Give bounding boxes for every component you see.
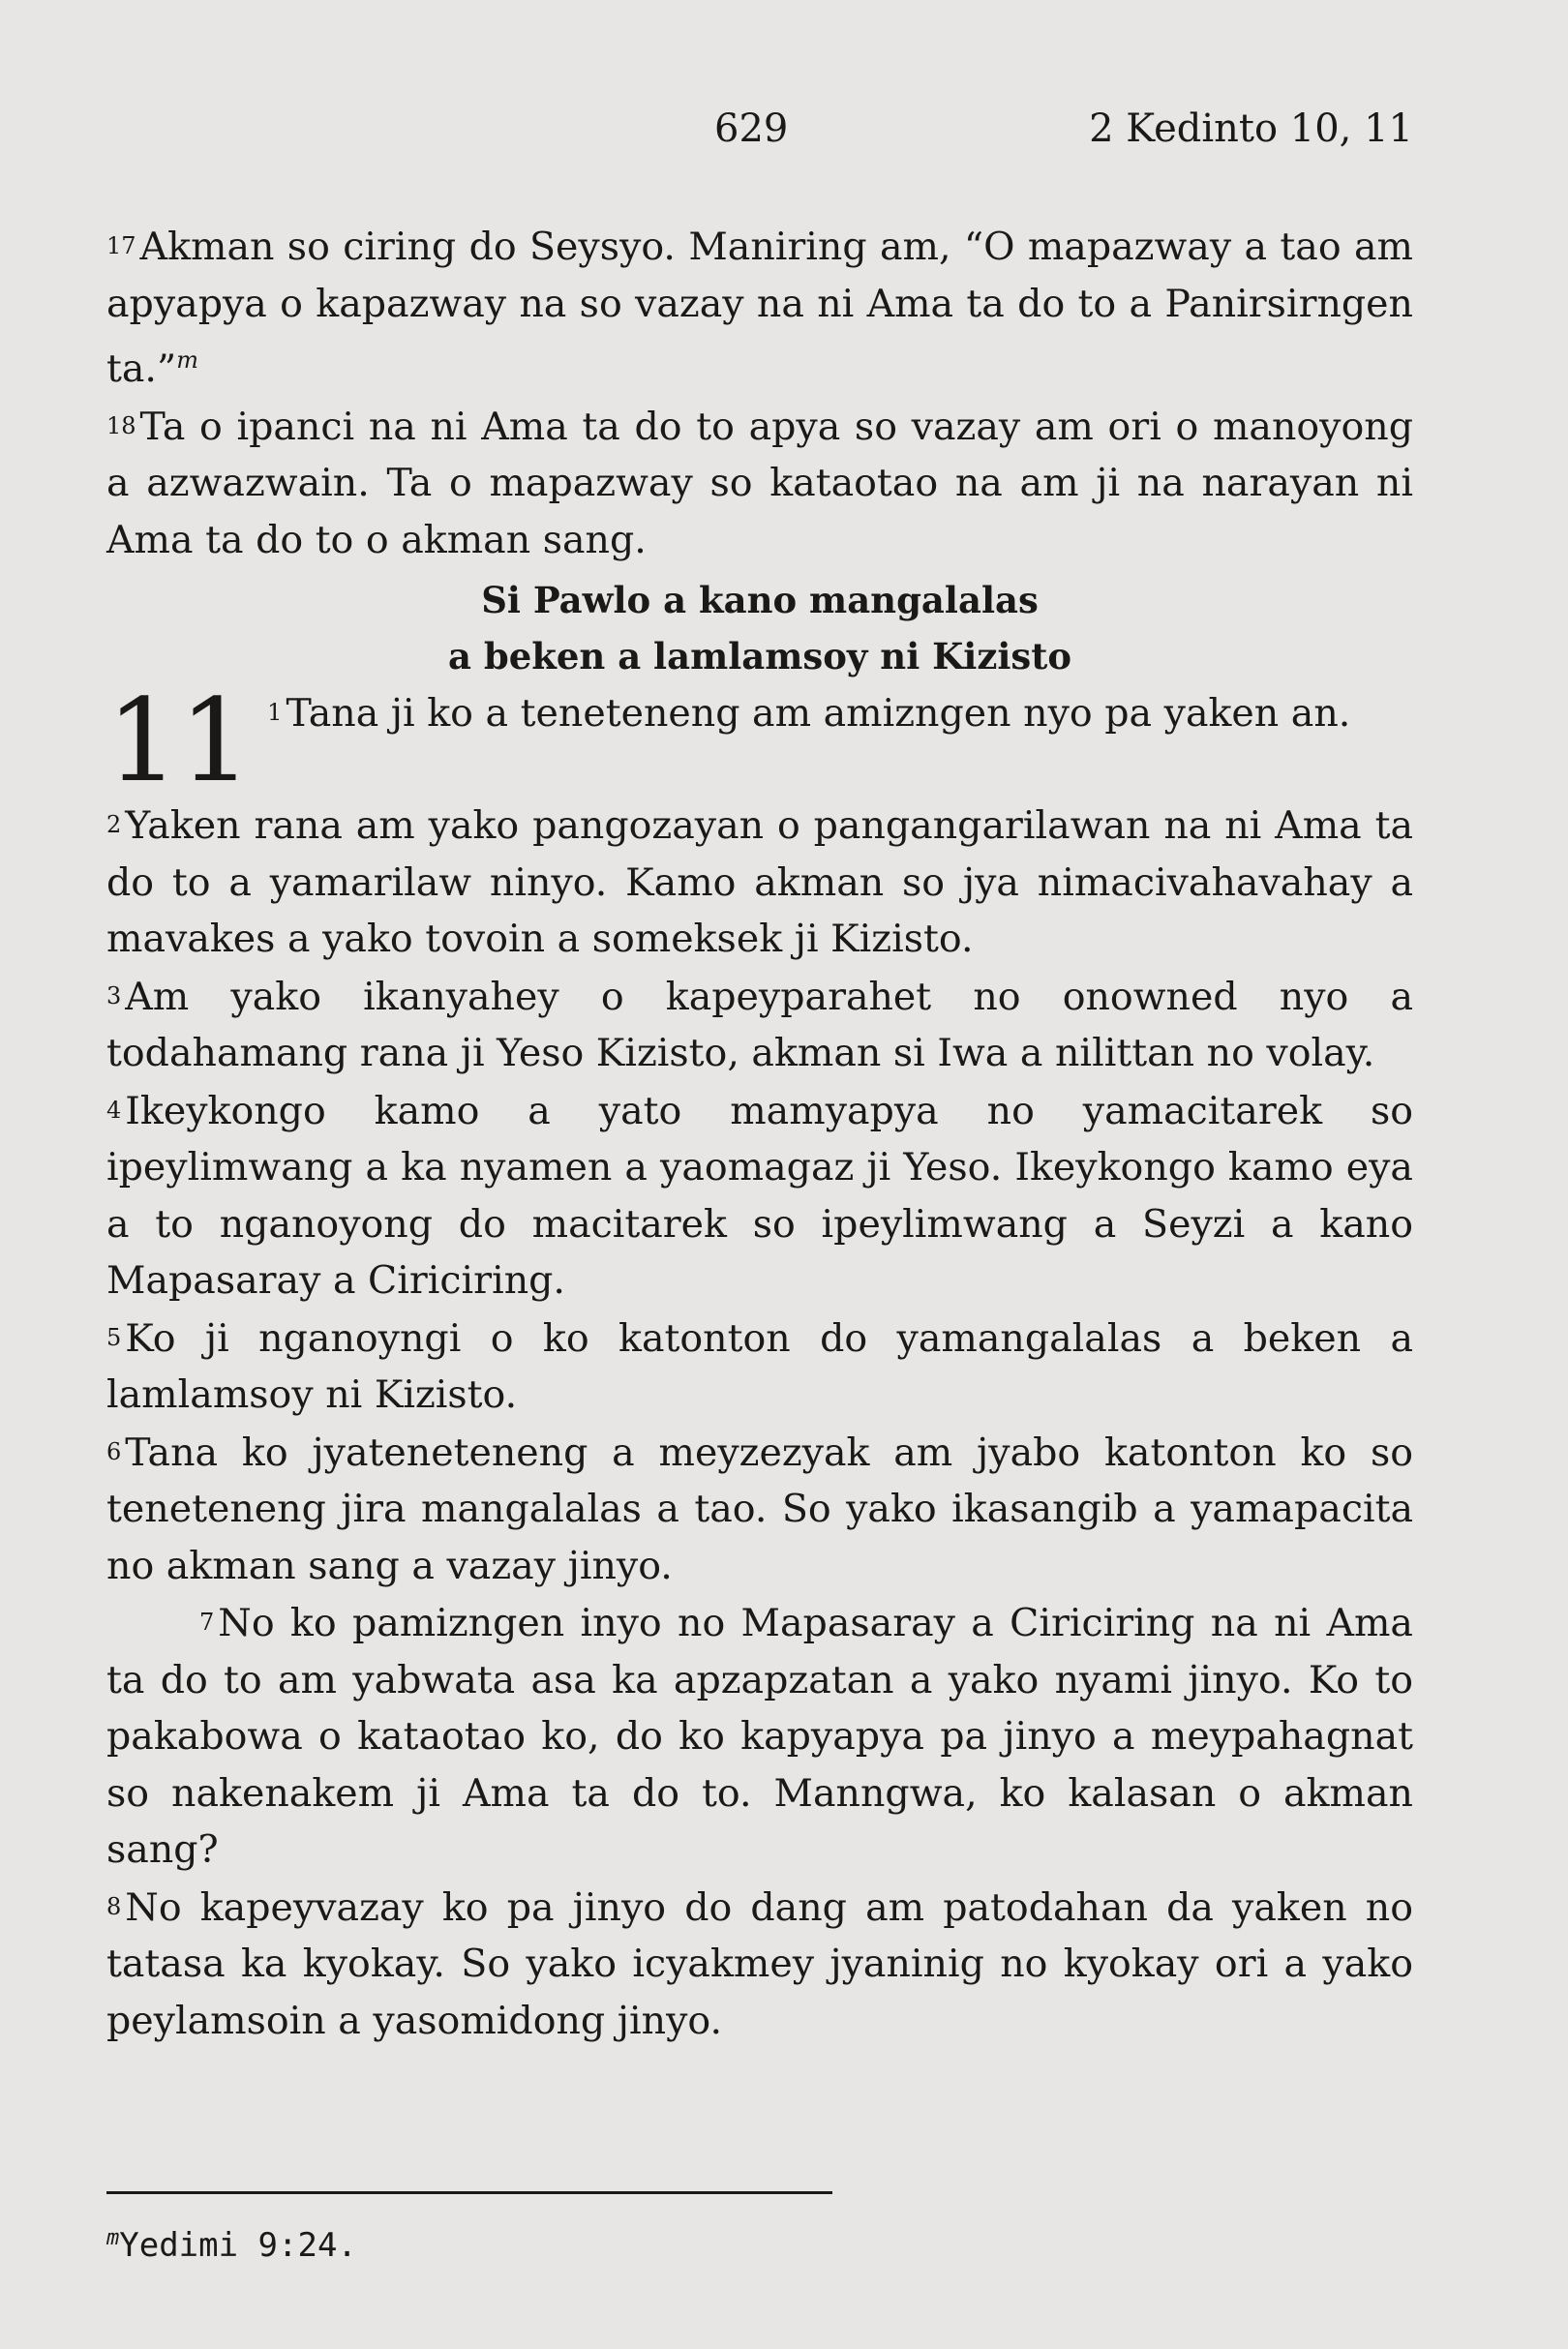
verse-number: 1 [267,699,283,726]
footnote [106,2226,357,2265]
verse-number: 2 [106,811,122,838]
verse-5 [106,1310,1413,1424]
verse-2 [106,797,1413,968]
footnote-reference: m [176,346,198,374]
verse-8 [106,1879,1413,2050]
footnote-divider [106,2191,832,2194]
section-heading [106,572,1413,684]
page-number: 629 [714,106,789,151]
verse-number: 5 [106,1323,122,1351]
verse-text: Akman so ciring do Seysyo. Maniring am, “O mapazway a tao am apyapya o kapazway na so vazay na ni Ama ta do to a Panirsirngen ta.” [106,225,1413,391]
verse-text: No kapeyvazay ko pa jinyo do dang am patodahan da yaken no tatasa ka kyokay. So yako icyakmey jyaninig no kyokay ori a yako peylamsoin a yasomidong jinyo. [106,1884,1413,2043]
section-heading-line-1: Si Pawlo a kano mangalalas [481,579,1039,621]
verse-number: 4 [106,1096,122,1124]
verse-3 [106,968,1413,1082]
verse-number: 18 [106,411,136,439]
verse-number: 6 [106,1437,122,1465]
verse-text: Yaken rana am yako pangozayan o pangangarilawan na ni Ama ta do to a yamarilaw ninyo. Kamo akman so jya nimacivahavahay a mavakes a yako tovoin a someksek ji Kizisto. [106,803,1413,961]
verse-text: Ta o ipanci na ni Ama ta do to apya so vazay am ori o manoyong a azwazwain. Ta o mapazway so kataotao na am ji na narayan ni Ama ta do to o akman sang. [106,404,1413,562]
verse-4 [106,1082,1413,1310]
verse-number: 8 [106,1892,122,1920]
verse-text: Am yako ikanyahey o kapeyparahet no onowned nyo a todahamang rana ji Yeso Kizisto, akman si Iwa a nilittan no volay. [106,974,1413,1075]
verse-17 [106,218,1413,398]
verse-6 [106,1424,1413,1595]
section-heading-line-2: a beken a lamlamsoy ni Kizisto [447,635,1072,678]
running-head: 2 Kedinto 10, 11 [1089,106,1413,151]
verse-number: 3 [106,981,122,1009]
verse-1 [106,684,1413,742]
chapter-11-start [106,674,1413,807]
page-header [0,97,1568,155]
verse-text: Ko ji nganoyngi o ko katonton do yamangalalas a beken a lamlamsoy ni Kizisto. [106,1315,1413,1417]
footnote-mark: m [106,2226,120,2250]
verse-7 [106,1594,1413,1879]
verse-text: Tana ji ko a teneteneng am amizngen nyo pa yaken an. [286,691,1351,736]
verse-text: Tana ko jyateneteneng a meyzezyak am jyabo katonton ko so teneteneng jira mangalalas a tao. So yako ikasangib a yamapacita no akman sang a vazay jinyo. [106,1430,1413,1588]
verse-number: 7 [199,1609,215,1636]
verse-18 [106,398,1413,569]
footnote-text: Yedimi 9:24. [119,2226,357,2265]
verse-text: Ikeykongo kamo a yato mamyapya no yamacitarek so ipeylimwang a ka nyamen a yaomagaz ji Yeso. Ikeykongo kamo eya a to nganoyong do macitarek so ipeylimwang a Seyzi a kano Mapasaray a Ciriciring. [106,1088,1413,1303]
chapter-number: 11 [106,674,253,807]
page-body [106,218,1413,2049]
verse-number: 17 [106,232,136,259]
verse-text: No ko pamizngen inyo no Mapasaray a Ciriciring na ni Ama ta do to am yabwata asa ka apzapzatan a yako nyami jinyo. Ko to pakabowa o kataotao ko, do ko kapyapya pa jinyo a meypahagnat so nakenakem ji Ama ta do to. Manngwa, ko kalasan o akman sang? [106,1601,1413,1872]
